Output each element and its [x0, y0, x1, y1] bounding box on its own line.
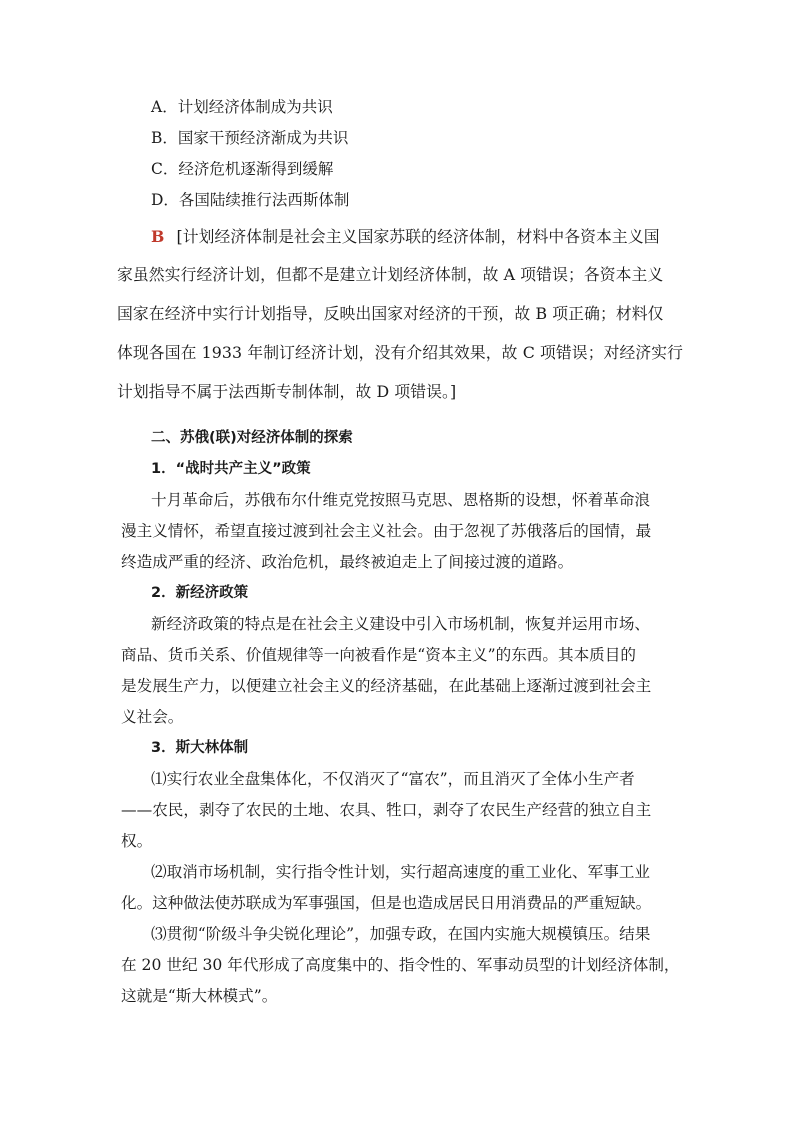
answer-line-4: 体现各国在 1933 年制订经济计划，没有介绍其效果，故 C 项错误；对经济实行 — [117, 343, 684, 362]
sub3-p1-line-2: ——农民，剥夺了农民的土地、农具、牲口，剥夺了农民生产经营的独立自主 — [121, 801, 652, 819]
sub1-line-2: 漫主义情怀，希望直接过渡到社会主义社会。由于忽视了苏俄落后的国情，最 — [121, 522, 652, 540]
answer-text: [计划经济体制是社会主义国家苏联的经济体制，材料中各资本主义国 — [176, 227, 660, 246]
sub3-p1-line-1: ⑴实行农业全盘集体化，不仅消灭了“富农”，而且消灭了全体小生产者 — [151, 770, 635, 788]
sub2-heading: 2．新经济政策 — [151, 585, 249, 601]
option-b: B．国家干预经济渐成为共识 — [151, 129, 349, 147]
sub2-line-3: 是发展生产力，以便建立社会主义的经济基础，在此基础上逐渐过渡到社会主 — [121, 677, 652, 695]
answer-line-2: 家虽然实行经济计划，但都不是建立计划经济体制，故 A 项错误；各资本主义 — [117, 265, 664, 284]
sub1-line-1: 十月革命后，苏俄布尔什维克党按照马克思、恩格斯的设想，怀着革命浪 — [151, 491, 651, 509]
sub1-line-3: 终造成严重的经济、政治危机，最终被迫走上了间接过渡的道路。 — [121, 553, 574, 571]
answer-line-3: 国家在经济中实行计划指导，反映出国家对经济的干预，故 B 项正确；材料仅 — [117, 304, 664, 323]
sub3-p3-line-3: 这就是“斯大林模式”。 — [121, 987, 278, 1005]
sub2-line-2: 商品、货币关系、价值规律等一向被看作是“资本主义”的东西。其本质目的 — [121, 646, 636, 664]
sub3-p3-line-1: ⑶贯彻“阶级斗争尖锐化理论”，加强专政，在国内实施大规模镇压。结果 — [151, 925, 651, 943]
sub3-p2-line-2: 化。这种做法使苏联成为军事强国，但是也造成居民日用消费品的严重短缺。 — [121, 894, 652, 912]
answer-letter: B — [151, 227, 165, 246]
sub3-heading: 3．斯大林体制 — [151, 740, 249, 756]
sub3-p1-line-3: 权。 — [121, 832, 153, 850]
sub3-p2-line-1: ⑵取消市场机制，实行指令性计划，实行超高速度的重工业化、军事工业 — [151, 863, 651, 881]
section-heading: 二、苏俄(联)对经济体制的探索 — [151, 430, 353, 446]
sub2-line-1: 新经济政策的特点是在社会主义建设中引入市场机制，恢复并运用市场、 — [151, 615, 651, 633]
option-d: D．各国陆续推行法西斯体制 — [151, 191, 350, 209]
answer-line-5: 计划指导不属于法西斯专制体制，故 D 项错误。] — [117, 382, 457, 401]
option-c: C．经济危机逐渐得到缓解 — [151, 160, 334, 178]
sub2-line-4: 义社会。 — [121, 708, 184, 726]
answer-line-1 — [151, 227, 660, 247]
option-a: A．计划经济体制成为共识 — [151, 98, 333, 116]
sub1-heading: 1．“战时共产主义”政策 — [151, 461, 311, 477]
sub3-p3-line-2: 在 20 世纪 30 年代形成了高度集中的、指令性的、军事动员型的计划经济体制， — [121, 956, 680, 974]
